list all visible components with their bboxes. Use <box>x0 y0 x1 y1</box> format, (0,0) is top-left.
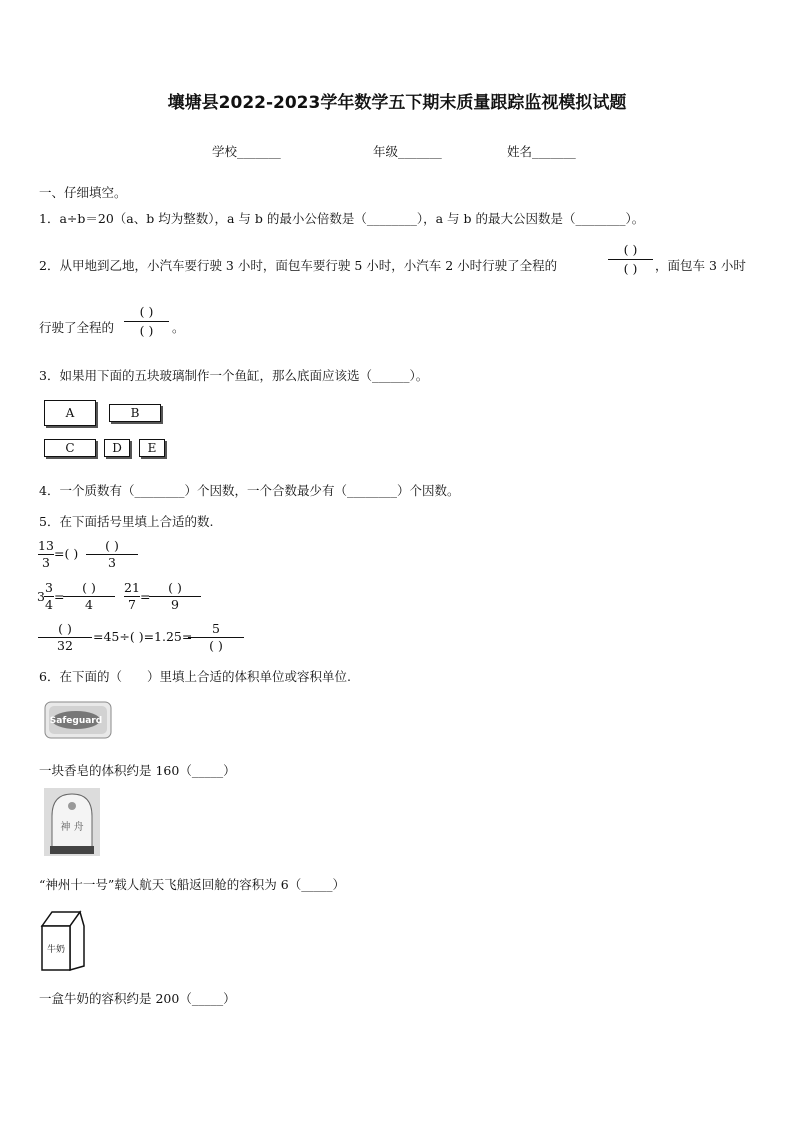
soap-question: 一块香皂的体积约是 160（_____） <box>39 763 236 778</box>
fraction-denominator: ( ) <box>623 261 638 276</box>
equals-sign: = <box>54 589 65 604</box>
fraction-numerator: ( ) <box>623 242 638 257</box>
section-heading: 一、仔细填空。 <box>39 185 127 200</box>
fraction-numerator: 3 <box>45 580 53 595</box>
fraction-blank-32 <box>38 621 92 653</box>
fraction-denominator: 7 <box>128 597 136 612</box>
question-3: 3．如果用下面的五块玻璃制作一个鱼缸，那么底面应该选（______）。 <box>39 368 429 383</box>
fraction-denominator: 3 <box>108 555 116 570</box>
capsule-label: 神 舟 <box>60 822 84 833</box>
question-2-part1: 2．从甲地到乙地，小汽车要行驶 3 小时，面包车要行驶 5 小时，小汽车 2 小时行驶了全程的 <box>39 258 558 273</box>
fraction-blank-3 <box>86 538 138 570</box>
fraction-blank-van <box>124 304 169 338</box>
mixed-number-whole: 3 <box>37 589 45 604</box>
milk-question: 一盒牛奶的容积约是 200（_____） <box>39 991 236 1006</box>
equation-blank: =( ) <box>54 546 79 561</box>
capsule-image <box>44 788 100 856</box>
fraction-denominator: ( ) <box>209 638 223 653</box>
question-1: 1．a÷b＝20（a、b 均为整数），a 与 b 的最小公倍数是（________），a 与 b 的最大公因数是（________）。 <box>39 211 645 226</box>
glass-piece-a: A <box>44 400 96 426</box>
glass-piece-b: B <box>109 404 161 422</box>
soap-image <box>44 696 112 742</box>
fraction-numerator: ( ) <box>168 580 182 595</box>
fraction-21-7 <box>124 580 140 612</box>
question-2-part4: 。 <box>172 320 185 335</box>
fraction-denominator: 32 <box>57 638 73 653</box>
fraction-blank-4 <box>63 580 115 612</box>
fraction-denominator: ( ) <box>139 323 154 338</box>
fraction-numerator: ( ) <box>139 304 154 319</box>
name-field: 姓名_______ <box>507 144 576 159</box>
question-5: 5．在下面括号里填上合适的数. <box>39 514 214 529</box>
milk-carton-image <box>38 908 86 972</box>
fraction-numerator: 21 <box>124 580 140 595</box>
fraction-bar <box>124 321 169 322</box>
glass-piece-e: E <box>139 439 165 457</box>
soap-brand-label: Safeguard <box>49 716 103 726</box>
grade-field: 年级_______ <box>373 144 442 159</box>
equation-chain: =45÷( )=1.25= <box>93 629 193 644</box>
fraction-numerator: 13 <box>38 538 54 553</box>
fraction-blank-9 <box>149 580 201 612</box>
question-6: 6．在下面的（ ）里填上合适的体积单位或容积单位. <box>39 669 351 684</box>
fraction-5-blank <box>188 621 244 653</box>
glass-piece-d: D <box>104 439 130 457</box>
fraction-numerator: ( ) <box>82 580 96 595</box>
milk-label: 牛奶 <box>46 945 66 955</box>
fraction-denominator: 3 <box>42 555 50 570</box>
fraction-13-3 <box>38 538 54 570</box>
question-2-part2: ，面包车 3 小时 <box>655 258 746 273</box>
fraction-numerator: ( ) <box>58 621 72 636</box>
page-title: 壤塘县2022-2023学年数学五下期末质量跟踪监视模拟试题 <box>167 93 627 113</box>
fraction-numerator: ( ) <box>105 538 119 553</box>
glass-piece-c: C <box>44 439 96 457</box>
fraction-3-4 <box>44 580 54 612</box>
fraction-denominator: 4 <box>45 597 53 612</box>
question-4: 4．一个质数有（________）个因数，一个合数最少有（________）个因数。 <box>39 483 460 498</box>
fraction-blank-car <box>608 242 653 276</box>
equals-sign: = <box>140 589 151 604</box>
fraction-numerator: 5 <box>212 621 220 636</box>
capsule-question: “神州十一号”载人航天飞船返回舱的容积为 6（_____） <box>39 877 345 892</box>
question-2-part3: 行驶了全程的 <box>39 320 115 335</box>
fraction-denominator: 9 <box>171 597 179 612</box>
school-field: 学校_______ <box>212 144 281 159</box>
fraction-bar <box>608 259 653 260</box>
fraction-denominator: 4 <box>85 597 93 612</box>
